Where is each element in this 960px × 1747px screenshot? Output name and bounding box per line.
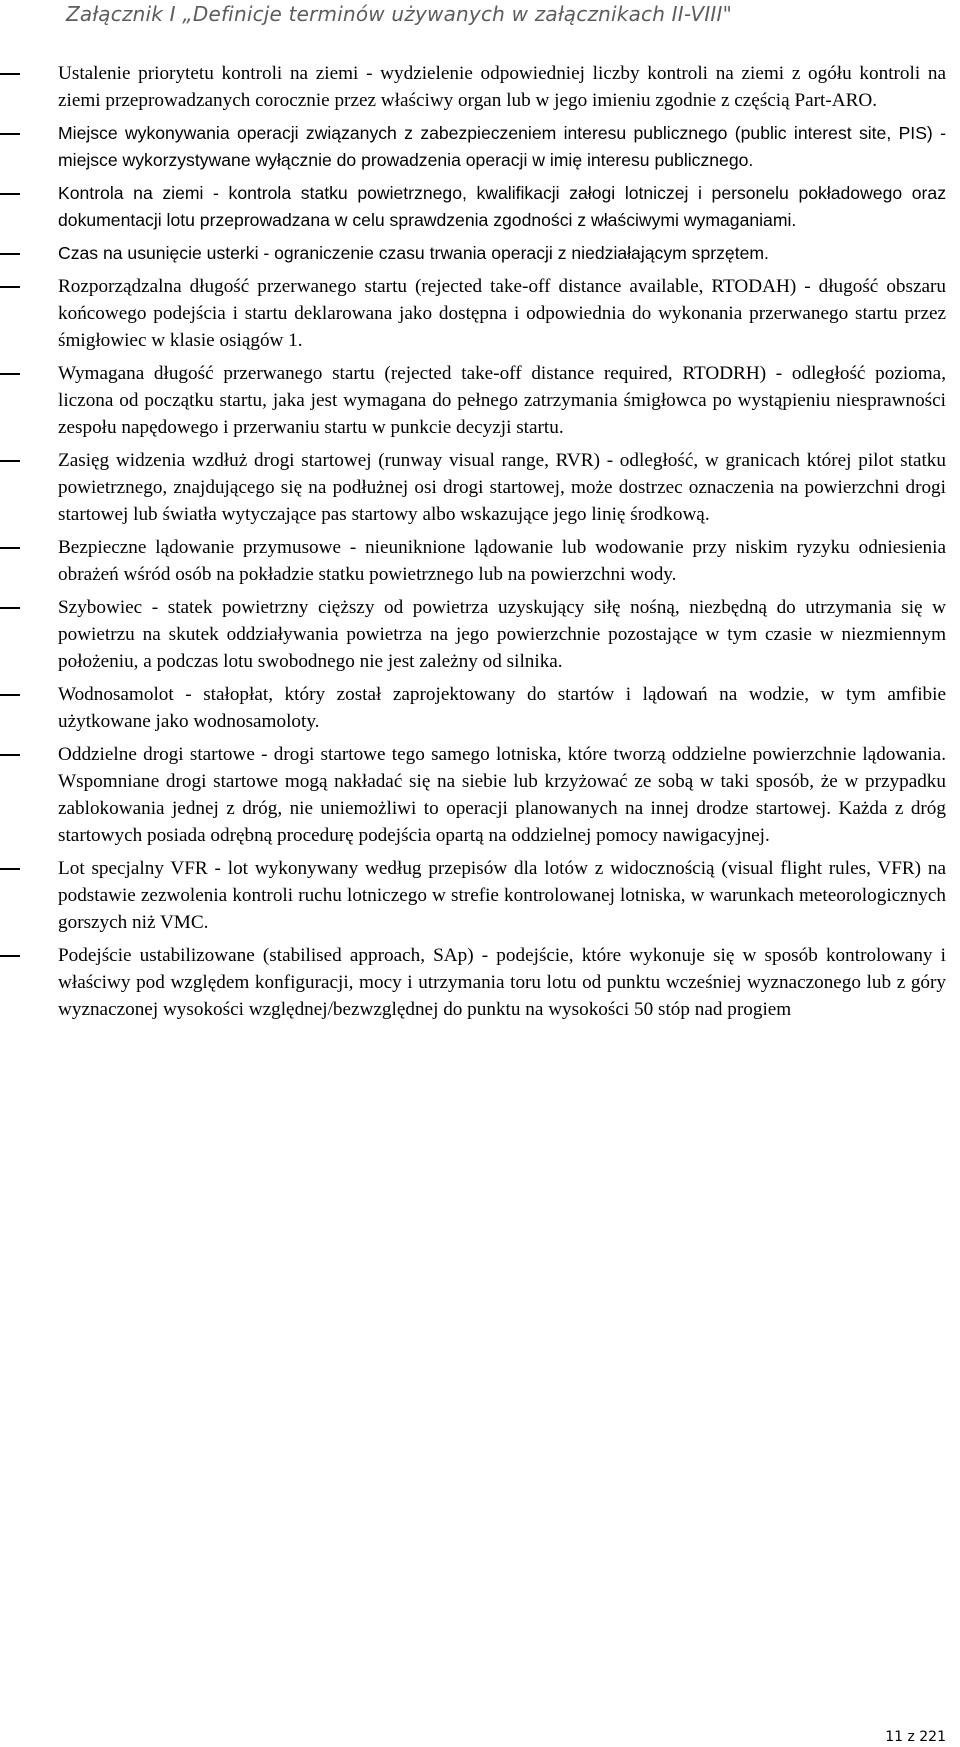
dash-bullet-icon: [0, 460, 20, 462]
dash-bullet-icon: [0, 286, 20, 288]
definition-text: Bezpieczne lądowanie przymusowe - nieuniknione lądowanie lub wodowanie przy niskim ryzyku odniesienia obrażeń wśród osób na pokładzie statku powietrznego lub na powierzchni wody.: [58, 537, 946, 585]
definition-item: [0, 534, 960, 588]
definition-text: Podejście ustabilizowane (stabilised approach, SAp) - podejście, które wykonuje się w sposób kontrolowany i właściwy pod względem konfiguracji, mocy i utrzymania toru lotu od punktu wcześniej wyznaczonego lub z góry wyznaczonej wysokości względnej/bezwzględnej do punktu na wysokości 50 stóp nad progiem: [58, 945, 946, 1020]
definition-text: Lot specjalny VFR - lot wykonywany według przepisów dla lotów z widocznością (visual flight rules, VFR) na podstawie zezwolenia kontroli ruchu lotniczego w strefie kontrolowanej lotniska, w warunkach meteorologicznych gorszych niż VMC.: [58, 858, 946, 933]
page-header-title: Załącznik I „Definicje terminów używanych w załącznikach II-VIII": [66, 2, 733, 26]
definition-text: Miejsce wykonywania operacji związanych z zabezpieczeniem interesu publicznego (public interest site, PIS) - miejsce wykorzystywane wyłącznie do prowadzenia operacji w imię interesu publicznego.: [58, 123, 946, 170]
definitions-list: [0, 60, 960, 1029]
definition-item: [0, 360, 960, 441]
dash-bullet-icon: [0, 955, 20, 957]
definition-text: Wodnosamolot - stałopłat, który został zaprojektowany do startów i lądowań na wodzie, w tym amfibie użytkowane jako wodnosamoloty.: [58, 684, 946, 732]
definition-item: [0, 180, 960, 234]
dash-bullet-icon: [0, 73, 20, 75]
dash-bullet-icon: [0, 868, 20, 870]
definition-item: [0, 741, 960, 849]
definition-text: Wymagana długość przerwanego startu (rejected take-off distance required, RTODRH) - odległość pozioma, liczona od początku startu, jaka jest wymagana do pełnego zatrzymania śmigłowca po wystąpieniu niesprawności zespołu napędowego i przerwaniu startu w punkcie decyzji startu.: [58, 363, 946, 438]
definition-text: Ustalenie priorytetu kontroli na ziemi - wydzielenie odpowiedniej liczby kontroli na ziemi z ogółu kontroli na ziemi przeprowadzanych corocznie przez właściwy organ lub w jego imieniu zgodnie z częścią Part-ARO.: [58, 63, 946, 111]
definition-text: Kontrola na ziemi - kontrola statku powietrznego, kwalifikacji załogi lotniczej i personelu pokładowego oraz dokumentacji lotu przeprowadzana w celu sprawdzenia zgodności z właściwymi wymaganiami.: [58, 183, 946, 230]
definition-item: [0, 942, 960, 1023]
dash-bullet-icon: [0, 754, 20, 756]
definition-text: Czas na usunięcie usterki - ograniczenie czasu trwania operacji z niedziałającym sprzętem.: [58, 243, 769, 263]
dash-bullet-icon: [0, 694, 20, 696]
definition-item: [0, 681, 960, 735]
definition-text: Zasięg widzenia wzdłuż drogi startowej (runway visual range, RVR) - odległość, w granicach której pilot statku powietrznego, znajdującego się na podłużnej osi drogi startowej, może dostrzec oznaczenia na powierzchni drogi startowej lub światła wytyczające pas startowy albo wskazujące jego linię środkową.: [58, 450, 946, 525]
page-number: 11 z 221: [885, 1729, 946, 1745]
definition-text: Rozporządzalna długość przerwanego startu (rejected take-off distance available, RTODAH) - długość obszaru końcowego podejścia i startu deklarowana jako dostępna i odpowiednia do wykonania przerwanego startu przez śmigłowiec w klasie osiągów 1.: [58, 276, 946, 351]
dash-bullet-icon: [0, 607, 20, 609]
dash-bullet-icon: [0, 193, 20, 195]
definition-item: [0, 594, 960, 675]
definition-item: [0, 273, 960, 354]
definition-item: [0, 447, 960, 528]
dash-bullet-icon: [0, 547, 20, 549]
definition-item: [0, 240, 960, 267]
dash-bullet-icon: [0, 253, 20, 255]
definition-item: [0, 60, 960, 114]
dash-bullet-icon: [0, 133, 20, 135]
definition-text: Szybowiec - statek powietrzny cięższy od powietrza uzyskujący siłę nośną, niezbędną do utrzymania się w powietrzu na skutek oddziaływania powietrza na jego powierzchnie pozostające w tym czasie w niezmiennym położeniu, a podczas lotu swobodnego nie jest zależny od silnika.: [58, 597, 946, 672]
definition-item: [0, 120, 960, 174]
definition-text: Oddzielne drogi startowe - drogi startowe tego samego lotniska, które tworzą oddzielne powierzchnie lądowania. Wspomniane drogi startowe mogą nakładać się na siebie lub krzyżować ze sobą w taki sposób, że w przypadku zablokowania jednej z dróg, nie uniemożliwi to operacji planowanych na innej drodze startowej. Każda z dróg startowych posiada odrębną procedurę podejścia opartą na oddzielnej pomocy nawigacyjnej.: [58, 744, 946, 846]
definition-item: [0, 855, 960, 936]
dash-bullet-icon: [0, 373, 20, 375]
